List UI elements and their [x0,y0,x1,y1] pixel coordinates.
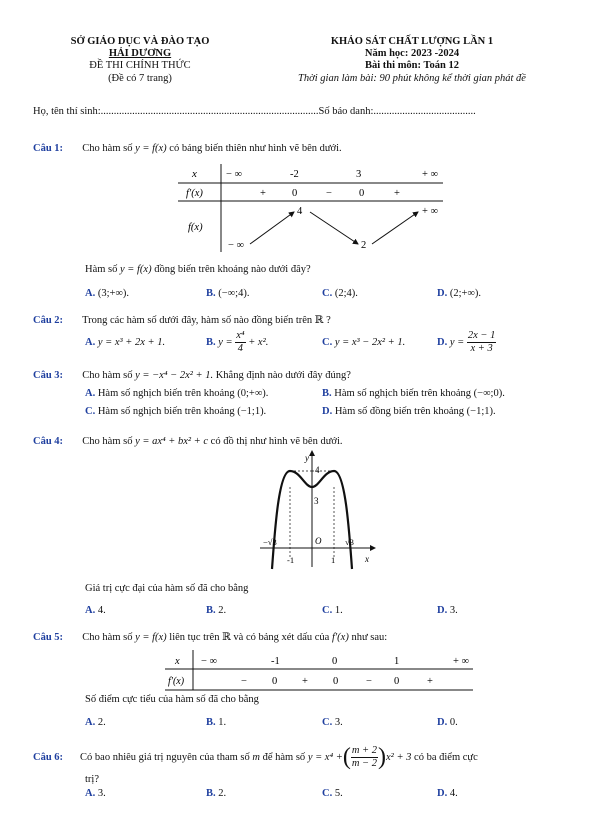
q1-question-func: y = f(x) [120,264,152,275]
student-id-label: Số báo danh: [318,106,374,117]
q5-derivative-sign: 0 [394,676,400,687]
q1-derivative-sign: − [326,188,332,199]
q1-option-d[interactable]: D. (2;+∞). [437,288,482,299]
q5-x-value: 0 [332,656,338,667]
q5-x-label: x [175,656,180,667]
q2-option-a[interactable]: A. y = x³ + 2x + 1. [85,337,166,348]
q3-option-d[interactable]: D. Hàm số đồng biến trên khoảng (−1;1). [322,406,496,417]
q1-derivative-sign: 0 [359,188,365,199]
q1-option-c[interactable]: C. (2;4). [322,288,358,299]
q1-x-value: − ∞ [226,169,243,180]
q2-b-fraction: $\frac{\text{x⁴}}{4}$ [236,329,245,354]
q4-x-label: 1 [331,555,336,565]
q1-f-value: − ∞ [228,240,245,251]
q1-option-b[interactable]: B. (−∞;4). [206,288,250,299]
q5-derivative-sign: 0 [333,676,339,687]
q1-x-value: + ∞ [422,169,439,180]
q1-x-label: x [192,168,197,180]
q5-derivative-sign: − [241,676,247,687]
q6-left-paren: ( [342,744,351,770]
q5-x-value: 1 [394,656,400,667]
q5-derivative-sign: 0 [272,676,278,687]
q6-text-a: Có bao nhiêu giá trị nguyên của tham số [80,751,250,763]
q4-x-label: -1 [287,555,295,565]
q1-question [85,264,311,275]
q4-origin-label: O [315,536,322,546]
q1-text-a: Cho hàm số [82,143,133,154]
q4-question: Giá trị cực đại của hàm số đã cho bằng [85,583,249,594]
q1-variation-table [178,164,448,254]
q5-option-c[interactable]: C. 3. [322,717,343,728]
subject: Bài thi môn: Toán 12 [365,60,459,71]
q5-derivative-label: f′(x) [168,676,185,687]
q4-y-axis-label: y [305,453,309,463]
question-6-label: Câu 6: [33,751,64,763]
q1-derivative-sign: 0 [292,188,298,199]
department-name: SỞ GIÁO DỤC VÀ ĐÀO TẠO [70,36,210,47]
name-label: Họ, tên thí sinh: [33,106,101,117]
question-4-stem [33,436,343,447]
question-3-label: Câu 3: [33,370,64,381]
q5-sign-table [165,650,475,692]
student-info-line [33,106,476,117]
q1-x-value: 3 [356,169,362,180]
question-4-label: Câu 4: [33,436,64,447]
q5-derivative-sign: − [366,676,372,687]
q1-increase-arrow [372,212,418,244]
q4-y-label: 3 [314,496,319,506]
q5-x-value: -1 [271,656,280,667]
question-2-label: Câu 2: [33,315,64,326]
q3-option-b[interactable]: B. Hàm số nghịch biến trên khoảng (−∞;0). [322,388,505,399]
time-note: Thời gian làm bài: 90 phút không kể thời gian phát đề [298,73,526,84]
q1-derivative-label: f′(x) [186,188,203,199]
q4-x-label: √3 [345,537,354,547]
q3-option-c[interactable]: C. Hàm số nghịch biến trên khoảng (−1;1). [85,406,267,417]
question-1-stem [33,143,342,154]
q1-f-value: 2 [361,240,367,251]
page-count-note: (Đề có 7 trang) [108,73,172,84]
q3-function: y = −x⁴ − 2x² + 1. [135,370,214,381]
q3-text-a: Cho hàm số [82,370,133,381]
name-field[interactable]: ................................................................................... [100,106,319,117]
q1-function-label: f(x) [188,222,203,233]
official-exam-label: ĐỀ THI CHÍNH THỨC [89,60,191,71]
q1-question-b: đồng biến trên khoảng nào dưới đây? [154,264,311,275]
q4-y-label: 4 [315,465,320,475]
q1-option-a[interactable]: A. (3;+∞). [85,288,130,299]
q1-x-value: -2 [290,169,299,180]
q4-text-b: có đồ thị như hình vẽ bên dưới. [210,436,343,447]
q2-option-b[interactable]: B. y = $\frac{\text{x⁴}}{4}$ + x². [206,329,269,354]
q5-x-value: + ∞ [453,656,470,667]
q2-option-d[interactable]: D. y = $\frac{2x - 1}{x + 3}$ [437,329,496,354]
q5-option-d[interactable]: D. 0. [437,717,458,728]
q5-derivative-sign: + [302,676,308,687]
q6-text-b: để hàm số [262,751,306,763]
q1-question-a: Hàm số [85,264,118,275]
q6-option-d[interactable]: D. 4. [437,788,458,799]
q1-function: y = f(x) [135,143,167,154]
q2-d-fraction: $\frac{2x - 1}{x + 3}$ [467,329,496,354]
q5-function: y = f(x) [135,632,167,643]
question-5-stem [33,631,387,643]
question-3-stem [33,370,351,381]
q1-text-b: có bảng biến thiên như hình vẽ bên dưới. [169,143,342,154]
q1-increase-arrow [250,212,294,244]
q5-x-value: − ∞ [201,656,218,667]
q4-function: y = ax⁴ + bx² + c [135,436,209,447]
q6-right-paren: ) [378,744,387,770]
q4-option-a[interactable]: A. 4. [85,605,106,616]
q6-text-d: trị? [85,774,99,785]
q1-decrease-arrow [310,212,358,244]
q3-text-b: Khẳng định nào dưới đây đúng? [215,370,351,381]
q5-text-b: liên tục trên ℝ và có bảng xét dấu của [169,632,330,643]
school-year: Năm học: 2023 -2024 [364,48,460,59]
q1-derivative-sign: + [260,188,266,199]
q6-fraction: m + 2 m − 2 [351,744,378,769]
q5-derivative-sign: + [427,676,433,687]
q5-text-c: như sau: [351,632,388,643]
q5-derivative: f′(x) [331,632,349,643]
q6-option-a[interactable]: A. 3. [85,788,106,799]
question-2-stem [33,314,331,326]
q4-text-a: Cho hàm số [82,436,133,447]
q4-x-label: −√3 [263,537,277,547]
student-id-field[interactable]: ....................................... [373,106,476,117]
q2-text: Trong các hàm số dưới đây, hàm số nào đồng biến trên ℝ ? [82,315,331,326]
q5-text-a: Cho hàm số [82,632,133,643]
q3-option-a[interactable]: A. Hàm số nghịch biến trên khoảng (0;+∞). [85,388,269,399]
q6-param: m [252,751,260,763]
q4-x-axis-label: x [365,554,369,564]
q6-func-a: y = x⁴ + [307,751,343,763]
q6-func-b: x² + 3 [386,751,412,763]
q1-derivative-sign: + [394,188,400,199]
q4-option-c[interactable]: C. 1. [322,605,343,616]
q4-option-b[interactable]: B. 2. [206,605,227,616]
q6-option-c[interactable]: C. 5. [322,788,343,799]
q6-text-c: có ba điểm cực [414,751,478,763]
q2-option-c[interactable]: C. y = x³ − 2x² + 1. [322,337,406,348]
q6-option-b[interactable]: B. 2. [206,788,227,799]
q5-option-b[interactable]: B. 1. [206,717,227,728]
province-name: HẢI DƯƠNG [108,48,172,59]
exam-title: KHẢO SÁT CHẤT LƯỢNG LẦN 1 [330,36,494,47]
q5-question: Số điểm cực tiểu của hàm số đã cho bằng [85,694,259,705]
q5-option-a[interactable]: A. 2. [85,717,106,728]
question-5-label: Câu 5: [33,632,64,643]
question-6-stem [33,740,478,774]
question-1-label: Câu 1: [33,143,64,154]
q1-f-value: 4 [297,206,303,217]
q4-graph [245,447,380,572]
q1-f-value: + ∞ [422,206,439,217]
q4-option-d[interactable]: D. 3. [437,605,458,616]
